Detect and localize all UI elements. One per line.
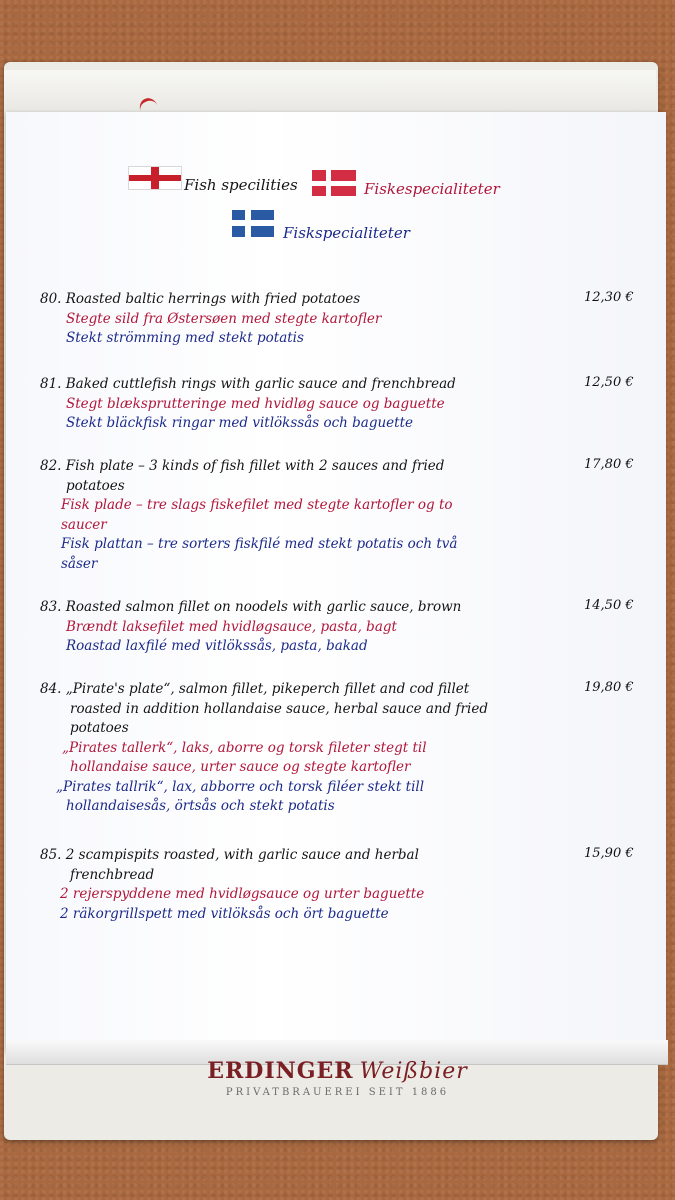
item-price: 12,50 € (584, 375, 634, 390)
item-swedish-line: hollandaisesås, örtsås och stekt potatis (66, 798, 335, 814)
item-english-line: potatoes (70, 720, 129, 736)
item-price: 19,80 € (584, 680, 634, 695)
item-danish-line: Brændt laksefilet med hvidløgsauce, pasta, bagt (66, 618, 397, 635)
menu-item-82 (40, 457, 634, 574)
item-english-line: frenchbread (70, 866, 155, 883)
item-english-line: 84. „Pirate's plate“, salmon fillet, pikeperch fillet and cod fillet (40, 681, 470, 697)
title-swedish: Fiskspecialiteter (283, 224, 410, 242)
item-danish-line: Stegt blæksprutteringe med hvidløg sauce og baguette (66, 395, 445, 412)
item-english-line: 80. Roasted baltic herrings with fried potatoes (40, 291, 361, 307)
item-english-line: 82. Fish plate – 3 kinds of fish fillet with 2 sauces and fried (40, 458, 445, 474)
item-price: 12,30 € (584, 290, 634, 305)
item-danish-line: hollandaise sauce, urter sauce og stegte kartofler (70, 759, 411, 775)
menu-item-83 (40, 598, 634, 657)
item-danish-line: saucer (61, 516, 107, 533)
sweden-flag-icon (232, 210, 274, 237)
brand-logo (0, 1058, 675, 1084)
uk-flag-icon (128, 166, 182, 190)
menu-item-80 (40, 290, 634, 349)
item-english-line: 85. 2 scampispits roasted, with garlic sauce and herbal (40, 847, 419, 863)
item-swedish-line: Fisk plattan – tre sorters fiskfilé med stekt potatis och två (61, 536, 458, 552)
item-danish-line: „Pirates tallerk“, laks, aborre og torsk fileter stegt til (62, 739, 427, 756)
item-price: 14,50 € (584, 598, 634, 613)
item-english-line: 81. Baked cuttlefish rings with garlic sauce and frenchbread (40, 376, 456, 392)
item-danish-line: Stegte sild fra Østersøen med stegte kartofler (66, 310, 382, 327)
menu-item-81 (40, 375, 634, 434)
item-english-line: potatoes (66, 477, 125, 494)
menu-item-85 (40, 846, 634, 924)
item-swedish-line: Stekt bläckfisk ringar med vitlökssås och baguette (66, 415, 413, 431)
brand-tagline: PRIVATBRAUEREI SEIT 1886 (225, 1087, 450, 1098)
title-english: Fish specilities (184, 176, 298, 194)
denmark-flag-icon (312, 170, 356, 196)
brand-name: ERDINGER (207, 1058, 354, 1084)
item-danish-line: 2 rejerspyddene med hvidløgsauce og urter baguette (60, 886, 425, 902)
item-english-line: roasted in addition hollandaise sauce, herbal sauce and fried (70, 700, 488, 717)
item-swedish-line: „Pirates tallrik“, lax, abborre och torsk filéer stekt till (56, 778, 425, 795)
item-price: 15,90 € (584, 846, 634, 861)
item-price: 17,80 € (584, 457, 634, 472)
item-swedish-line: såser (61, 555, 98, 572)
item-danish-line: Fisk plade – tre slags fiskefilet med stegte kartofler og to (61, 497, 453, 513)
item-swedish-line: 2 räkorgrillspett med vitlöksås och ört baguette (60, 905, 389, 922)
menu-item-84 (40, 680, 634, 817)
item-swedish-line: Roastad laxfilé med vitlökssås, pasta, bakad (66, 638, 368, 654)
title-danish: Fiskespecialiteter (364, 180, 500, 198)
brand-script: Weißbier (359, 1059, 468, 1084)
item-swedish-line: Stekt strömming med stekt potatis (66, 330, 304, 346)
item-english-line: 83. Roasted salmon fillet on noodels with garlic sauce, brown (40, 599, 462, 615)
